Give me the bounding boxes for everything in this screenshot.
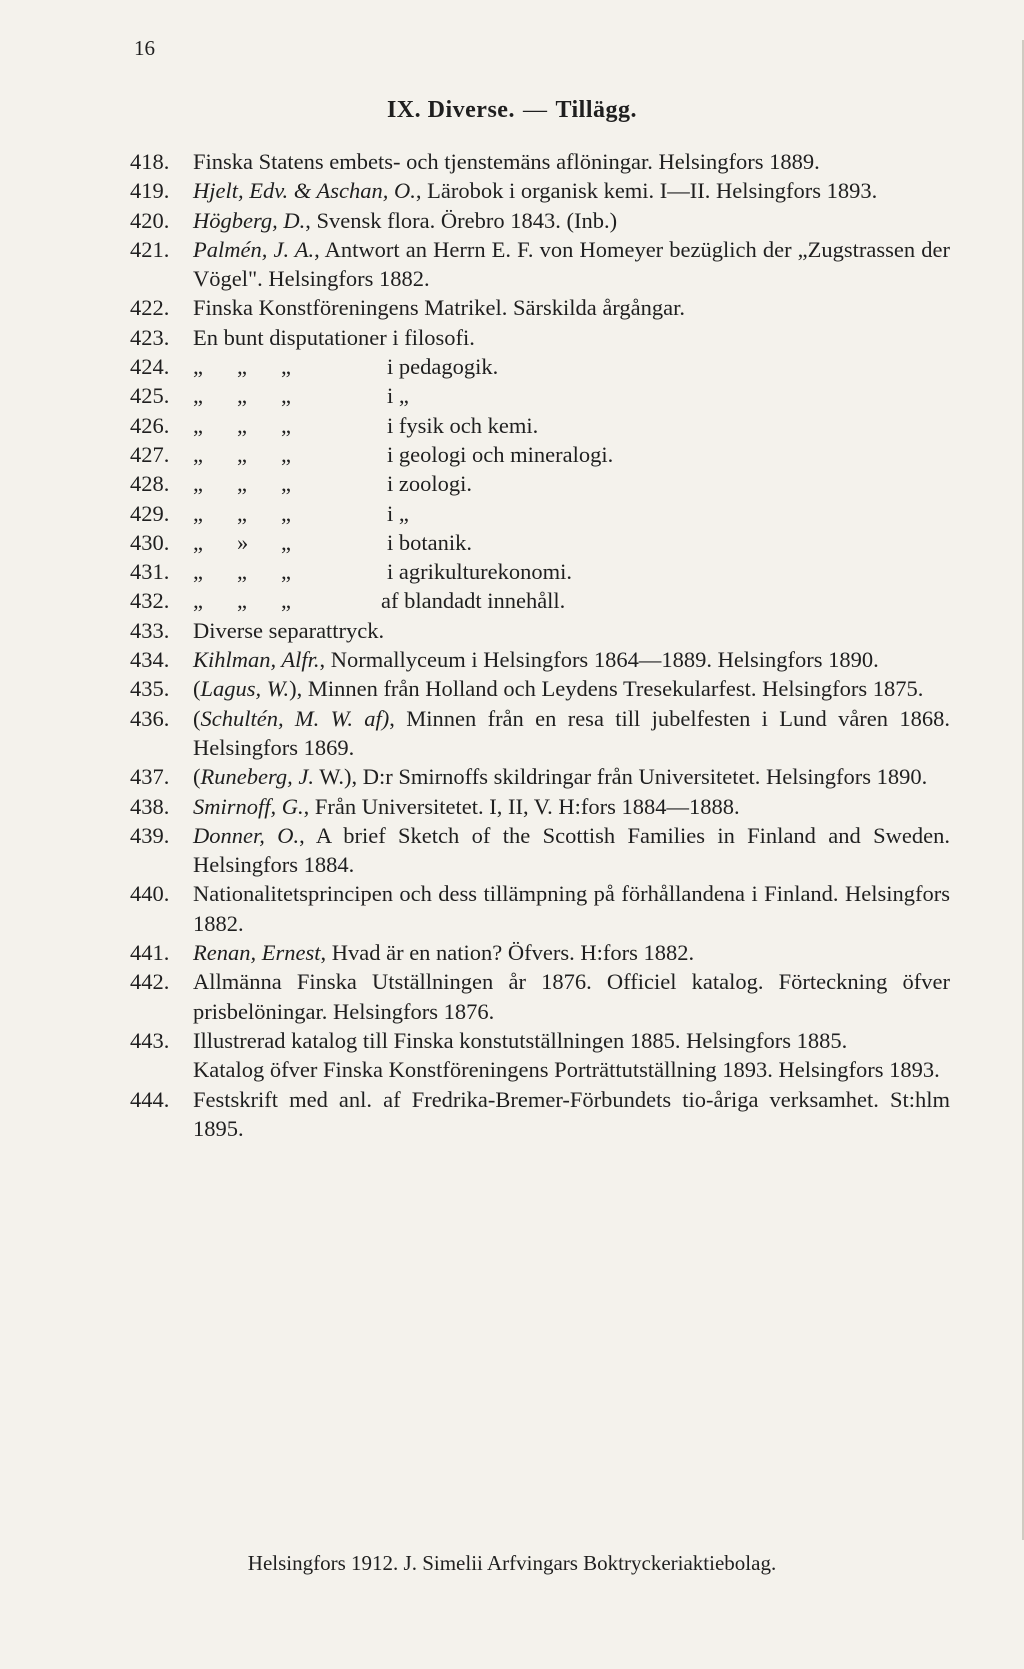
entry-number: 421. <box>130 236 170 262</box>
entry-number: 423. <box>130 324 170 350</box>
heading-dash: — <box>522 97 548 123</box>
section-heading <box>0 97 1024 124</box>
entry-number: 420. <box>130 207 170 233</box>
ditto-mark: „ <box>281 441 291 467</box>
entry-number: 434. <box>130 647 170 673</box>
ditto-mark: „ <box>237 441 247 467</box>
ditto-mark: „ <box>281 412 291 438</box>
entry-text: , Antwort an Herrn E. F. von Homeyer bezüglich der „Zugstrassen der Vögel". Helsingfors 1882. <box>193 236 950 292</box>
entry-number: 431. <box>130 559 170 585</box>
list-item <box>130 528 950 557</box>
entry-text: , Från Universitetet. I, II, V. H:fors 1884—1888. <box>303 793 740 819</box>
entry-text: i agrikulturekonomi. <box>387 559 572 585</box>
entry-number: 433. <box>130 617 170 643</box>
list-item <box>130 469 950 498</box>
list-item <box>130 792 950 821</box>
entry-number: 418. <box>130 149 170 174</box>
list-item <box>130 323 950 352</box>
entry-text: i „ <box>387 383 409 409</box>
list-item <box>130 704 950 763</box>
ditto-mark: „ <box>237 354 247 380</box>
ditto-mark: » <box>237 529 249 555</box>
ditto-mark: „ <box>193 412 203 438</box>
ditto-mark: „ <box>193 354 203 380</box>
entry-number: 444. <box>130 1086 170 1112</box>
list-item <box>130 967 950 1026</box>
entry-number: 436. <box>130 705 170 731</box>
list-item <box>130 616 950 645</box>
entry-text: , Svensk flora. Örebro 1843. (Inb.) <box>305 207 618 233</box>
list-item <box>130 674 950 703</box>
entry-number: 430. <box>130 529 170 555</box>
ditto-mark: „ <box>237 471 247 497</box>
entry-number: 443. <box>130 1027 170 1053</box>
entry-text: i fysik och kemi. <box>387 412 539 438</box>
ditto-mark: „ <box>237 412 247 438</box>
list-item <box>130 586 950 615</box>
entry-author: Renan, Ernest <box>193 940 321 966</box>
list-item <box>130 645 950 674</box>
entry-text: , Normallyceum i Helsingfors 1864—1889. Helsingfors 1890. <box>319 647 879 673</box>
entry-number: 442. <box>130 969 170 995</box>
list-item <box>130 879 950 938</box>
entry-text: W.), D:r Smirnoffs skildringar från Universitetet. Helsingfors 1890. <box>314 764 928 790</box>
entry-text: Finska Konstföreningens Matrikel. Särskilda årgångar. <box>193 295 685 321</box>
ditto-mark: „ <box>193 471 203 497</box>
entry-author: Hjelt, Edv. & Aschan, O. <box>193 178 416 204</box>
entry-text: Illustrerad katalog till Finska konstutställningen 1885. Helsingfors 1885. <box>193 1027 848 1053</box>
list-item <box>130 821 950 880</box>
entry-number: 439. <box>130 822 170 848</box>
entry-text: , Lärobok i organisk kemi. I—II. Helsingfors 1893. <box>415 178 878 204</box>
ditto-mark: „ <box>281 529 291 555</box>
section-subtitle: Tillägg. <box>555 97 638 123</box>
entry-number: 422. <box>130 295 170 321</box>
entry-prefix: ( <box>193 676 201 702</box>
entry-author: Smirnoff, G. <box>193 793 304 819</box>
ditto-mark: „ <box>281 354 291 380</box>
ditto-mark: „ <box>281 471 291 497</box>
entry-number: 424. <box>130 354 170 380</box>
entry-author: Palmén, J. A. <box>193 236 315 262</box>
entry-number: 429. <box>130 500 170 526</box>
entry-number: 437. <box>130 764 170 790</box>
entry-text: i pedagogik. <box>387 354 499 380</box>
entry-number: 441. <box>130 940 170 966</box>
entry-text: i geologi och mineralogi. <box>387 441 614 467</box>
list-item <box>130 176 950 205</box>
ditto-mark: „ <box>237 383 247 409</box>
entry-text: Nationalitetsprincipen och dess tillämpning på förhållandena i Finland. Helsingfors 1882. <box>193 881 950 936</box>
entry-text: Festskrift med anl. af Fredrika-Bremer-Förbundets tio-åriga verksamhet. St:hlm 1895. <box>193 1086 950 1141</box>
entry-text: Diverse separattryck. <box>193 617 385 643</box>
entry-text: , Minnen från en resa till jubelfesten i Lund våren 1868. Helsingfors 1869. <box>193 705 950 760</box>
ditto-mark: „ <box>237 500 247 526</box>
list-item <box>130 557 950 586</box>
entry-author: Kihlman, Alfr. <box>193 647 320 673</box>
ditto-mark: „ <box>193 383 203 409</box>
list-item <box>130 411 950 440</box>
entry-text: i „ <box>387 500 409 526</box>
entry-text: En bunt disputationer i filosofi. <box>193 324 475 350</box>
entry-number: 435. <box>130 676 170 702</box>
list-item <box>130 440 950 469</box>
ditto-mark: „ <box>281 588 291 614</box>
ditto-mark: „ <box>193 441 203 467</box>
ditto-mark: „ <box>193 500 203 526</box>
entry-text: , A brief Sketch of the Scottish Families in Finland and Sweden. Helsingfors 1884. <box>193 822 950 878</box>
entry-number: 426. <box>130 412 170 438</box>
entry-continuation: Katalog öfver Finska Konstföreningens Porträttutställning 1893. Helsingfors 1893. <box>193 1057 940 1083</box>
list-item <box>130 352 950 381</box>
entry-prefix: ( <box>193 764 201 790</box>
entry-text: , Hvad är en nation? Öfvers. H:fors 1882. <box>320 940 695 966</box>
entry-prefix: ( <box>193 705 201 731</box>
list-item <box>130 499 950 528</box>
entry-text: af blandadt innehåll. <box>381 588 566 614</box>
list-item <box>130 147 950 176</box>
entry-number: 438. <box>130 793 170 819</box>
entry-number: 428. <box>130 471 170 497</box>
list-item <box>130 938 950 967</box>
list-item <box>130 1026 950 1055</box>
entry-text: i botanik. <box>387 529 472 555</box>
section-title: IX. Diverse. <box>386 97 515 123</box>
entry-number: 419. <box>130 178 170 204</box>
ditto-mark: „ <box>281 500 291 526</box>
entry-number: 440. <box>130 881 170 907</box>
entry-author: Lagus, W. <box>200 676 290 702</box>
list-item <box>130 1085 950 1144</box>
ditto-mark: „ <box>193 529 203 555</box>
entry-text: i zoologi. <box>387 471 472 497</box>
ditto-mark: „ <box>237 588 247 614</box>
entry-text: ), Minnen från Holland och Leydens Tresekularfest. Helsingfors 1875. <box>289 676 924 702</box>
entry-author: Donner, O. <box>193 822 300 848</box>
entry-text: Finska Statens embets- och tjenstemäns aflöningar. Helsingfors 1889. <box>193 149 820 174</box>
entry-author: Runeberg, J. <box>200 764 314 790</box>
list-item <box>130 293 950 322</box>
ditto-mark: „ <box>281 383 291 409</box>
entry-list <box>130 147 950 1143</box>
ditto-mark: „ <box>281 559 291 585</box>
entry-author: Högberg, D. <box>193 207 306 233</box>
entry-number: 427. <box>130 441 170 467</box>
page-number: 16 <box>134 36 155 60</box>
ditto-mark: „ <box>237 559 247 585</box>
list-item <box>130 235 950 294</box>
entry-author: Schultén, M. W. af) <box>200 705 390 731</box>
list-item <box>130 206 950 235</box>
entry-number: 432. <box>130 588 170 614</box>
ditto-mark: „ <box>193 559 203 585</box>
imprint-footer: Helsingfors 1912. J. Simelii Arfvingars Boktryckeriaktiebolag. <box>247 1551 777 1575</box>
list-item <box>130 762 950 791</box>
entry-number: 425. <box>130 383 170 409</box>
ditto-mark: „ <box>193 588 203 614</box>
list-item <box>130 381 950 410</box>
entry-text: Allmänna Finska Utställningen år 1876. Officiel katalog. Förteckning öfver prisbelöningar. Helsingfors 1876. <box>193 969 950 1024</box>
